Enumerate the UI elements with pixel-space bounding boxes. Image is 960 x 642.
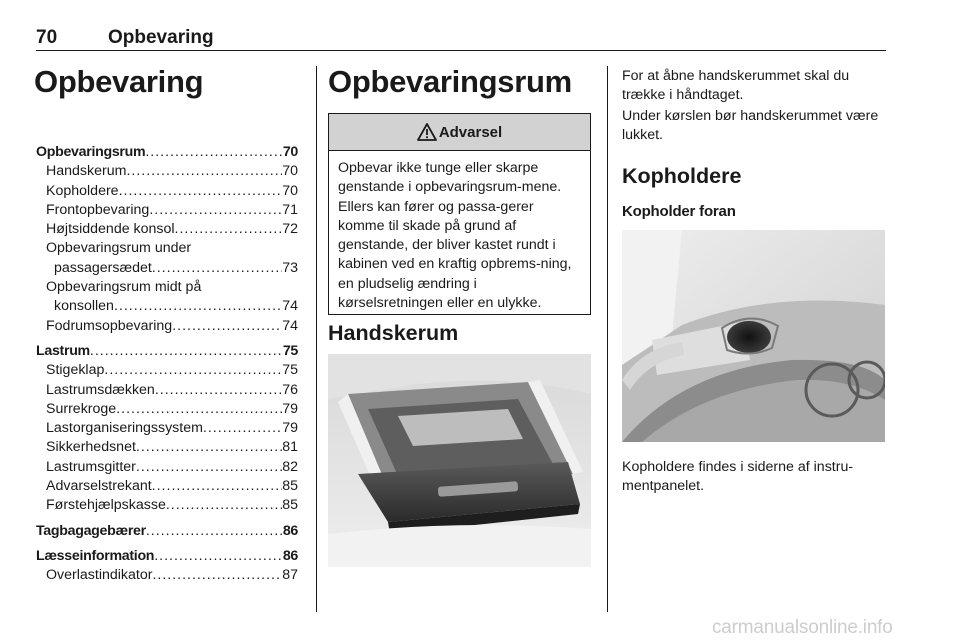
toc-entry-page: 70: [282, 182, 298, 199]
toc-leader-dots: [119, 182, 283, 201]
toc-entry[interactable]: [36, 458, 298, 477]
toc-entry-label: Førstehjælpskasse: [46, 497, 166, 514]
toc-leader-dots: [114, 297, 282, 316]
warning-box: [328, 113, 591, 315]
toc-entry[interactable]: [36, 162, 298, 181]
toc-entry-page: 81: [282, 439, 298, 456]
toc-entry-label: Læsseinformation: [36, 547, 155, 564]
toc-leader-dots: [90, 342, 283, 361]
toc-entry-label: Opbevaringsrum under: [46, 240, 192, 257]
toc-entry-label: Kopholdere: [46, 182, 119, 199]
toc-entry-page: 75: [282, 362, 298, 379]
paragraph-keep-closed: Under kørslen bør handskerummet være lukket.: [622, 108, 879, 144]
toc-leader-dots: [145, 143, 282, 162]
glovebox-illustration: [328, 354, 591, 567]
toc-entry-label: Lastrum: [36, 342, 90, 359]
toc-entry[interactable]: [36, 438, 298, 457]
toc-leader-dots: [152, 477, 283, 496]
toc-entry-page: 86: [282, 547, 298, 564]
section-title-opbevaringsrum: Opbevaringsrum: [328, 64, 572, 99]
toc-entry[interactable]: [36, 239, 298, 258]
toc-entry[interactable]: [36, 317, 298, 336]
toc-entry-page: 70: [282, 163, 298, 180]
toc-entry-page: 74: [282, 317, 298, 334]
toc-entry-label: Overlastindikator: [46, 567, 153, 584]
toc-entry-page: 87: [282, 567, 298, 584]
warning-text: Opbevar ikke tunge eller skarpe genstande i opbevaringsrum-mene. Ellers kan fører og passa-gerer komme til skade på grund af genstande, der bliver kastet rundt i kabinen ved en kraftig opbrems-ning, en pludselig ændring i kørselsretningen eller en ulykke.: [338, 160, 572, 312]
toc-entry-label: konsollen: [54, 298, 114, 315]
toc-entry[interactable]: [36, 400, 298, 419]
toc-entry-label: Opbevaringsrum midt på: [46, 279, 202, 296]
toc-entry-label: Frontopbevaring: [46, 201, 150, 218]
toc-entry-label: Sikkerhedsnet: [46, 439, 136, 456]
toc-entry-page: 85: [282, 497, 298, 514]
toc-entry[interactable]: [36, 278, 298, 297]
toc-leader-dots: [126, 162, 282, 181]
toc-entry[interactable]: [36, 522, 298, 541]
toc-entry-label: Lastrumsdækken: [46, 381, 155, 398]
toc-entry-label: Advarselstrekant: [46, 478, 152, 495]
toc-entry[interactable]: [36, 201, 298, 220]
toc-entry-label: Surrekroge: [46, 400, 117, 417]
toc-entry-label: Handskerum: [46, 163, 127, 180]
toc-entry-label: Højtsiddende konsol: [46, 221, 175, 238]
toc-entry-page: 72: [282, 221, 298, 238]
subheading-kopholder-foran: Kopholder foran: [622, 203, 736, 220]
toc-entry-page: 82: [282, 458, 298, 475]
toc-leader-dots: [175, 220, 283, 239]
toc-entry[interactable]: [36, 220, 298, 239]
toc-leader-dots: [203, 419, 282, 438]
toc-leader-dots: [136, 458, 282, 477]
paragraph-open-glovebox: For at åbne handskerummet skal du trække i håndtaget.: [622, 68, 850, 104]
toc-entry-label: Opbevaringsrum: [36, 144, 146, 160]
toc-leader-dots: [104, 361, 282, 380]
warning-triangle-icon: [417, 123, 437, 141]
heading-kopholdere: Kopholdere: [622, 164, 742, 188]
toc-entry-page: 71: [282, 201, 298, 218]
toc-entry-page: 75: [282, 342, 298, 359]
toc-entry-label: Lastorganiseringssystem: [46, 420, 203, 437]
toc-entry[interactable]: [36, 566, 298, 585]
toc-entry-label: Fodrumsopbevaring: [46, 317, 173, 334]
toc-leader-dots: [149, 201, 282, 220]
toc-entry[interactable]: [36, 342, 298, 361]
toc-entry[interactable]: [36, 182, 298, 201]
toc-entry-page: 86: [282, 522, 298, 539]
toc-entry[interactable]: [36, 547, 298, 566]
toc-leader-dots: [146, 522, 283, 541]
toc-leader-dots: [154, 547, 283, 566]
header-title: Opbevaring: [108, 27, 214, 48]
toc-entry-page: 70: [282, 144, 298, 160]
toc-entry-label: passagersædet: [54, 259, 152, 276]
watermark: carmanualsonline.info: [712, 617, 893, 638]
toc-entry-page: 76: [282, 381, 298, 398]
toc-entry-label: Tagbagagebærer: [36, 522, 146, 539]
toc-leader-dots: [172, 317, 282, 336]
toc-entry[interactable]: [36, 496, 298, 515]
cupholder-illustration: [622, 230, 885, 442]
section-title-handskerum: Handskerum: [328, 321, 459, 345]
toc-entry-page: 73: [282, 259, 298, 276]
toc-entry-label: Lastrumsgitter: [46, 458, 136, 475]
toc-entry-page: 79: [282, 420, 298, 437]
toc-entry-page: 74: [282, 298, 298, 315]
page-header: [36, 27, 886, 51]
toc-leader-dots: [152, 566, 282, 585]
toc-entry[interactable]: [36, 419, 298, 438]
toc-entry[interactable]: [36, 259, 298, 278]
toc-leader-dots: [136, 438, 282, 457]
toc-entry[interactable]: [36, 297, 298, 316]
column-divider-2: [607, 66, 608, 612]
toc-entry[interactable]: [36, 381, 298, 400]
toc-entry[interactable]: [36, 143, 298, 162]
toc-entry[interactable]: [36, 477, 298, 496]
warning-header: [329, 114, 590, 151]
toc-entry-page: 79: [282, 400, 298, 417]
toc-entry-label: Stigeklap: [46, 362, 105, 379]
toc-leader-dots: [166, 496, 282, 515]
toc-leader-dots: [152, 259, 282, 278]
page-number: 70: [36, 27, 58, 48]
toc-leader-dots: [155, 381, 282, 400]
toc-entry[interactable]: [36, 361, 298, 380]
chapter-title: Opbevaring: [34, 64, 204, 99]
warning-title: Advarsel: [438, 123, 503, 141]
toc-entry-page: 85: [282, 478, 298, 495]
table-of-contents: [36, 143, 298, 586]
paragraph-cupholder-location: Kopholdere findes i siderne af instru-mentpanelet.: [622, 459, 854, 495]
toc-leader-dots: [116, 400, 282, 419]
column-divider-1: [316, 66, 317, 612]
